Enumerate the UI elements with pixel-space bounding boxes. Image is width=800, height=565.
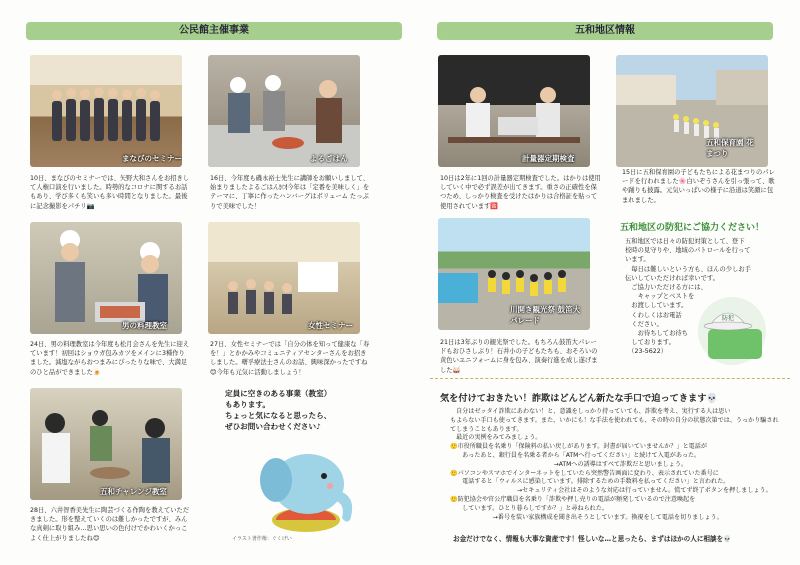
section-divider bbox=[430, 378, 790, 379]
scam-warning-title: 気を付けておきたい！詐欺はどんどん新たな手口で迫ってきます💀 bbox=[440, 393, 718, 404]
josei-seminar-text: 27日、女性セミナーでは「自分の体を知って健康な「寿を！」とかかみやコミュニティアセンターさんをお招きしました。曙孚療法士さんのお話、興味深かったですね😊今年も元気に活動しましょう！ bbox=[210, 341, 370, 376]
photo-manabi-seminar bbox=[30, 55, 182, 167]
scam-line: もよらない手口も使ってきます。また、いかにも！な手法を使われても、その時の自分の状態次第では、うっかり騙されてしまうこともあります。 bbox=[450, 416, 779, 433]
vacancy-notice-line: もあります。 bbox=[225, 400, 270, 409]
photo-hanamatsuri bbox=[616, 55, 768, 167]
scam-line: 🙂パソコンやスマホでインターネットをしていたら突然警告画面に変わり、表示されていた番号に bbox=[450, 469, 719, 477]
vacancy-notice-line: 定員に空きのある事業（教室） bbox=[225, 389, 332, 398]
seminar-room-image bbox=[208, 222, 360, 334]
vacancy-notice-line: ぜひお問い合わせください♪ bbox=[225, 422, 321, 431]
crime-text-line: キャップとベストを bbox=[625, 293, 695, 301]
yoru-gohan-text: 16日、今年度も磯永裕士先生に講師をお願いしまして、始まりましたよるごはん🍽今年は「定番を美味しく」をテーマに、丁寧に作ったハンバーグはボリューム たっぷりで美味でした！ bbox=[210, 175, 370, 210]
vacancy-notice-line: ちょっと気になると思ったら、 bbox=[225, 411, 332, 420]
scam-warning-footer: お金だけでなく、情報も大事な資産です！怪しいな…と思ったら、まずはほかの人に相談を💀 bbox=[453, 535, 732, 543]
photo-keiryouki-kensa bbox=[438, 55, 590, 167]
photo-caption: 五和チャレンジ教室 bbox=[100, 487, 167, 496]
vacancy-notice bbox=[225, 388, 331, 432]
cooking-image bbox=[208, 55, 360, 167]
hanamatsuri-text: 15日に五和保育園の子どもたちによる花まつりのパレードを行われました🌸白いぞうさんを引っ張って、歌や踊りも披露。元気いっぱいの様子に沿道は笑顔に包まれました。 bbox=[622, 169, 775, 204]
photo-josei-seminar bbox=[208, 222, 360, 334]
scam-line: 🙂防犯協会や官公庁職員を名乗り「詐欺や押し売りの電話が頻発しているので注意喚起を bbox=[450, 495, 696, 503]
scam-line: →ATMへの誘導はすべて詐欺だと思いましょう。 bbox=[450, 460, 688, 468]
photo-caption: 計量器定期検査 bbox=[522, 154, 575, 163]
scam-line: 電話すると「ウィルスに感染しています。排除するための手数料を払ってください」と言われた。 bbox=[450, 478, 730, 486]
cap-and-vest-icon bbox=[690, 295, 775, 365]
left-page-banner: 公民館主催事業 bbox=[26, 22, 402, 40]
crime-text-line: （23-5622） bbox=[625, 348, 668, 356]
crime-prevention-title: 五和地区の防犯にご協力ください！ bbox=[620, 223, 765, 233]
photo-challenge-kyoushitsu bbox=[30, 388, 182, 500]
crime-text-line: ください。 bbox=[625, 320, 663, 328]
photo-caption: 五和保育園 花まつり bbox=[706, 138, 754, 158]
photo-yoru-gohan bbox=[208, 55, 360, 167]
kawabiraki-text: 21日は3年ぶりの観光祭でした。もちろん鼓笛大パレードもおひさしぶり！石井小の子どもたちも、おそろいの黄色いユニフォームに身を包み、演奏行進を成し遂げました🥁 bbox=[440, 339, 598, 374]
photo-caption: 女性セミナー bbox=[308, 321, 353, 330]
scam-warning-body bbox=[450, 408, 780, 522]
crime-text-line: 伝いしていただければ幸いです。 bbox=[625, 274, 719, 282]
crime-text-line: しております。 bbox=[625, 339, 675, 347]
crime-text-line: 五和地区では日々の防犯対策として、登下 bbox=[625, 238, 745, 245]
group-people-image bbox=[30, 55, 182, 167]
scam-line: 自分はゼッタイ詐欺にあわない！と、意識をしっかり持っていても、詐欺を考え、実行する人は思い bbox=[450, 408, 731, 415]
otoko-ryouri-text: 24日、男の料理教室は今年度も松月会さんを先生に迎えています！初回はショウガ包みカツをメインに3種作りました。減塩ながらおつまみにぴったりな味で、大満足のひと品ができました🍺 bbox=[30, 341, 190, 376]
photo-caption: まなびのセミナー bbox=[122, 154, 182, 163]
crime-text-line: お待ちしてお待ち bbox=[625, 330, 688, 338]
scam-line: 🙂市役所職員を名乗り「保険料の払い戻しがあります。封書が届いていませんか？」と電話が bbox=[450, 443, 707, 451]
photo-caption: 男の料理教室 bbox=[122, 321, 167, 330]
crime-text-line: くわしくはお電話 bbox=[625, 311, 682, 319]
photo-otoko-ryouri bbox=[30, 222, 182, 334]
scam-line: しています。ひとり暮らしですか？」と尋ねられた。 bbox=[450, 504, 608, 512]
right-page-banner: 五和地区情報 bbox=[437, 22, 773, 40]
kids-pottery-image bbox=[30, 388, 182, 500]
photo-caption: よるごはん bbox=[310, 154, 348, 163]
cap-badge-text: 防犯 bbox=[721, 315, 735, 322]
scam-line: →番号を装い家族構成を聞き出そうとしています。換視をして電話を切りましょう。 bbox=[450, 513, 723, 521]
crime-text-line: ご協力いただける方には、 bbox=[625, 284, 707, 292]
men-cooking-image bbox=[30, 222, 182, 334]
scam-line: 最近の実例をみてみましょう。 bbox=[450, 434, 542, 442]
scam-line: あったあと、銀行員を名乗る者から「ATMへ行ってください」と続けて入電があった。 bbox=[450, 451, 701, 459]
challenge-kyoushitsu-text: 28日、六井智香美先生に陶芸づくる作陶を教えていただきました。形を整えていくのは難しかったですが、みんな真剣に取り組み…思い思いの色付けでかわいくかっこよく仕上がりましたね😊 bbox=[30, 507, 190, 542]
photo-caption: 川開き観光祭 鼓笛大パレード bbox=[510, 305, 581, 325]
crime-text-line: 校時の見守りや、地域のパトロールを行って bbox=[625, 247, 751, 255]
manabi-seminar-text: 10日、まなびのセミナーでは、矢野大和さんをお招きして人権口演を行いました。時勢的なコロナに関するお話もあり、学び多くも笑いも多い時間となりました。最後に記念撮影をパチリ📷 bbox=[30, 175, 190, 210]
crime-text-line: います。 bbox=[625, 256, 650, 264]
keiryouki-kensa-text: 10日は2年に1回の計量器定期検査でした。はかりは使用していく中で必ず誤差が出てきます。重さの正確性を保つため、しっかり検査を受けたはかりは合格証を貼って使用されています🈴 bbox=[440, 175, 601, 210]
elephant-mascot-icon bbox=[246, 440, 366, 535]
scam-line: →セキュリティ会社はそのような対応は行っていません。慌てず終了ボタンを押しましょう。 bbox=[450, 487, 772, 495]
crime-text-line: 毎日は難しいという方も、ほんの少しお手 bbox=[625, 265, 751, 273]
scale-inspection-image bbox=[438, 55, 590, 167]
illustration-credit: イラスト著作権：ぐくげい bbox=[232, 536, 292, 542]
photo-kawabiraki bbox=[438, 218, 590, 330]
crime-text-line: お渡ししています。 bbox=[625, 302, 688, 310]
